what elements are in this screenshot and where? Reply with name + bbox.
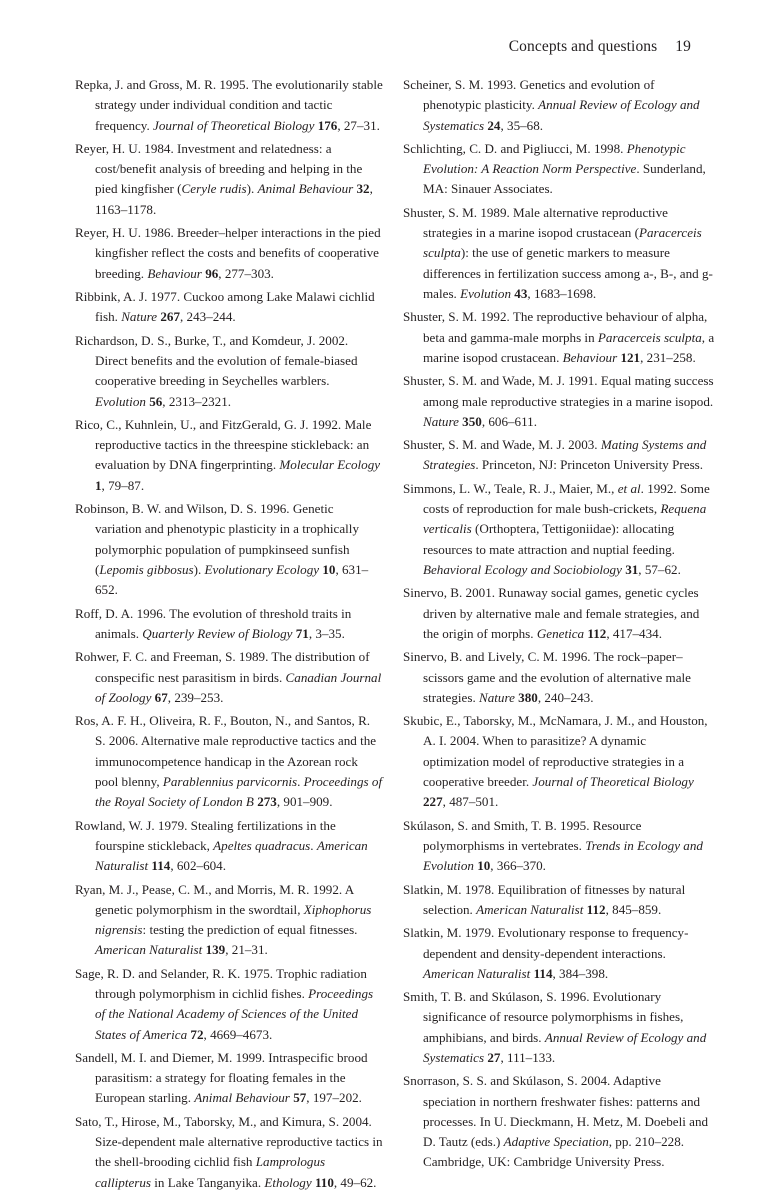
italic-text: American Naturalist xyxy=(95,837,368,874)
volume-number: 350 xyxy=(462,413,482,429)
reference-entry xyxy=(75,964,383,1045)
italic-text: American Naturalist xyxy=(95,942,203,958)
reference-text: , 197–202. xyxy=(306,1090,362,1106)
italic-text: et al xyxy=(617,480,641,496)
reference-text: Ryan, M. J., Pease, C. M., and Morris, M. R. 1992. A genetic polymorphism in the swordtail, xyxy=(75,881,354,917)
italic-text: Annual Review of Ecology and Systematics xyxy=(423,97,700,133)
reference-text: , 240–243. xyxy=(537,689,594,705)
volume-number: 112 xyxy=(587,625,607,641)
reference-entry xyxy=(75,711,383,812)
italic-text: Nature xyxy=(121,309,158,325)
volume-number: 67 xyxy=(154,689,168,705)
italic-text: Behaviour xyxy=(147,265,202,281)
reference-text: Schlichting, C. D. and Pigliucci, M. 1998. xyxy=(403,140,627,156)
reference-text: , 57–62. xyxy=(638,561,681,577)
references-left-column xyxy=(75,75,383,1196)
reference-entry xyxy=(403,880,715,921)
volume-number: 380 xyxy=(518,689,538,705)
reference-entry xyxy=(403,1071,715,1172)
reference-entry xyxy=(403,711,715,812)
running-head xyxy=(509,38,691,56)
italic-text: Journal of Theoretical Biology xyxy=(153,117,315,133)
italic-text: Apeltes quadracus xyxy=(213,837,311,853)
reference-entry xyxy=(403,371,715,432)
reference-entry xyxy=(75,647,383,708)
italic-text: Molecular Ecology xyxy=(279,457,381,473)
reference-text: Skúlason, S. and Smith, T. B. 1995. Resource polymorphisms in vertebrates. xyxy=(403,817,642,853)
reference-entry xyxy=(403,139,715,200)
page-number: 19 xyxy=(675,38,691,55)
reference-text: : testing the prediction of equal fitnesses. xyxy=(142,922,358,938)
italic-text: Animal Behaviour xyxy=(257,181,354,197)
italic-text: Genetica xyxy=(536,625,585,641)
reference-text: , 901–909. xyxy=(276,794,333,810)
reference-entry xyxy=(403,583,715,644)
italic-text: Lamprologus callipterus xyxy=(95,1154,326,1190)
reference-text: , 631–652. xyxy=(95,561,369,598)
volume-number: 114 xyxy=(533,965,553,981)
volume-number: 43 xyxy=(514,285,528,301)
reference-text: . Princeton, NJ: Princeton University Press. xyxy=(475,457,704,473)
italic-text: Quarterly Review of Biology xyxy=(142,625,293,641)
running-title: Concepts and questions xyxy=(508,38,658,55)
reference-text: , 1163–1178. xyxy=(95,181,373,217)
italic-text: Evolution xyxy=(95,393,146,409)
reference-text: Ros, A. F. H., Oliveira, R. F., Bouton, N., and Santos, R. S. 2006. Alternative male reproductive tactics and the immunocompetence handicap in the Azorean rock pool blenny, xyxy=(75,713,377,789)
reference-text: , 845–859. xyxy=(605,901,662,917)
reference-text: , 277–303. xyxy=(218,265,274,281)
reference-text: Simmons, L. W., Teale, R. J., Maier, M., xyxy=(403,480,618,496)
reference-text: Sato, T., Hirose, M., Taborsky, M., and Kimura, S. 2004. Size-dependent male alternative reproductive tactics in the shell-brooding cichlid fish xyxy=(75,1113,383,1170)
reference-text: Robinson, B. W. and Wilson, D. S. 1996. Genetic variation and phenotypic plasticity in a trophically polymorphic population of pumpkinseed sunfish ( xyxy=(75,501,359,577)
reference-text: Rohwer, F. C. and Freeman, S. 1989. The distribution of conspecific nest parasitism in birds. xyxy=(75,649,370,685)
reference-entry xyxy=(403,647,715,708)
reference-text: , a marine isopod crustacean. xyxy=(423,329,715,365)
reference-text: Sage, R. D. and Selander, R. K. 1975. Trophic radiation through polymorphism in cichlid fishes. xyxy=(75,965,367,1001)
volume-number: 56 xyxy=(149,393,163,409)
italic-text: Animal Behaviour xyxy=(194,1090,290,1106)
reference-text: Shuster, S. M. 1989. Male alternative reproductive strategies in a marine isopod crustacean ( xyxy=(403,204,668,241)
reference-text: Sinervo, B. and Lively, C. M. 1996. The rock–paper–scissors game and the evolution of alternative male strategies. xyxy=(403,649,691,705)
volume-number: 110 xyxy=(314,1174,334,1190)
volume-number: 57 xyxy=(293,1090,307,1106)
reference-entry xyxy=(75,816,383,877)
reference-entry xyxy=(75,604,383,645)
volume-number: 96 xyxy=(205,265,219,281)
italic-text: Lepomis gibbosus xyxy=(99,561,194,577)
reference-text: Rico, C., Kuhnlein, U., and FitzGerald, G. J. 1992. Male reproductive tactics in the threespine stickleback: an evaluation by DNA fingerprinting. xyxy=(75,416,372,473)
reference-text: Reyer, H. U. 1984. Investment and relatedness: a cost/benefit analysis of breeding and helping in the pied kingfisher ( xyxy=(75,140,363,197)
volume-number: 32 xyxy=(356,181,370,197)
volume-number: 71 xyxy=(295,625,309,641)
reference-text: Sandell, M. I. and Diemer, M. 1999. Intraspecific brood parasitism: a strategy for floating females in the European starling. xyxy=(75,1049,368,1106)
italic-text: Requena verticalis xyxy=(423,501,707,537)
volume-number: 267 xyxy=(160,309,180,325)
volume-number: 139 xyxy=(205,942,226,958)
volume-number: 1 xyxy=(95,477,102,493)
reference-text: Shuster, S. M. 1992. The reproductive behaviour of alpha, beta and gamma-male morphs in xyxy=(403,309,708,345)
reference-text: , 2313–2321. xyxy=(162,393,232,409)
reference-entry xyxy=(403,435,715,476)
volume-number: 10 xyxy=(322,561,336,577)
reference-text: Ribbink, A. J. 1977. Cuckoo among Lake Malawi cichlid fish. xyxy=(75,289,375,325)
reference-text: Scheiner, S. M. 1993. Genetics and evolution of phenotypic plasticity. xyxy=(403,77,655,113)
reference-entry xyxy=(403,203,715,304)
italic-text: Adaptive Speciation xyxy=(503,1134,609,1150)
italic-text: Evolutionary Ecology xyxy=(204,561,320,577)
italic-text: American Naturalist xyxy=(423,965,531,981)
reference-entry xyxy=(75,223,383,284)
reference-entry xyxy=(75,1112,383,1193)
volume-number: 114 xyxy=(151,858,171,874)
reference-entry xyxy=(403,307,715,368)
reference-text: . xyxy=(297,773,304,789)
reference-entry xyxy=(75,415,383,496)
italic-text: Trends in Ecology and Evolution xyxy=(423,837,703,874)
reference-text: ). xyxy=(193,561,205,577)
italic-text: Annual Review of Ecology and Systematics xyxy=(423,1029,707,1065)
reference-text: , 231–258. xyxy=(640,349,696,365)
reference-text: , 49–62. xyxy=(333,1174,377,1190)
volume-number: 27 xyxy=(487,1049,501,1065)
italic-text: Nature xyxy=(423,413,459,429)
reference-text: . 1992. Some costs of reproduction for male bush-crickets, xyxy=(423,480,710,517)
volume-number: 273 xyxy=(257,794,277,810)
reference-text: , 27–31. xyxy=(337,117,380,133)
reference-text: Snorrason, S. S. and Skúlason, S. 2004. Adaptive speciation in northern freshwater fishes: patterns and processes. In U. Dieckmann, H. Metz, M. Doebeli and D. Tautz (eds.) xyxy=(403,1073,709,1150)
reference-entry xyxy=(403,75,715,136)
reference-text: , 417–434. xyxy=(606,625,662,641)
reference-text: , 602–604. xyxy=(170,858,226,874)
italic-text: Mating Systems and Strategies xyxy=(423,437,707,473)
italic-text: Nature xyxy=(479,689,515,705)
italic-text: Ethology xyxy=(264,1174,312,1190)
italic-text: Behaviour xyxy=(562,349,618,365)
italic-text: Paracerceis sculpta xyxy=(597,329,702,345)
volume-number: 31 xyxy=(625,561,639,577)
italic-text: Proceedings of the Royal Society of London B xyxy=(95,773,383,810)
reference-entry xyxy=(75,287,383,328)
reference-text: , 606–611. xyxy=(481,413,537,429)
reference-entry xyxy=(403,987,715,1068)
italic-text: Ceryle rudis xyxy=(181,181,247,197)
reference-text: , 111–133. xyxy=(500,1049,556,1065)
italic-text: Phenotypic Evolution: A Reaction Norm Perspective xyxy=(423,140,686,177)
reference-text: ): the use of genetic markers to measure differences in fertilization success among a-, B-, and g-males. xyxy=(423,245,713,301)
reference-entry xyxy=(403,479,715,580)
reference-entry xyxy=(75,1048,383,1109)
reference-text: in Lake Tanganyika. xyxy=(151,1174,265,1190)
reference-text: , 21–31. xyxy=(225,942,268,958)
reference-text: Sinervo, B. 2001. Runaway social games, genetic cycles driven by alternative male and female strategies, and the origin of morphs. xyxy=(403,585,700,641)
italic-text: Behavioral Ecology and Sociobiology xyxy=(423,561,622,577)
volume-number: 72 xyxy=(190,1026,204,1042)
italic-text: Proceedings of the National Academy of Sciences of the United States of America xyxy=(95,986,374,1042)
reference-text: , 79–87. xyxy=(101,477,145,493)
reference-entry xyxy=(403,816,715,877)
reference-text: , 1683–1698. xyxy=(527,285,597,301)
reference-text: , 239–253. xyxy=(167,689,224,705)
reference-entry xyxy=(75,75,383,136)
italic-text: Evolution xyxy=(460,285,512,301)
reference-text: Richardson, D. S., Burke, T., and Komdeur, J. 2002. Direct benefits and the evolution of female-biased cooperative breeding in Seychelles warblers. xyxy=(75,332,358,389)
italic-text: Paracerceis sculpta xyxy=(423,225,702,261)
reference-text: Shuster, S. M. and Wade, M. J. 2003. xyxy=(403,437,601,453)
reference-text: , 366–370. xyxy=(490,858,546,874)
reference-entry xyxy=(75,880,383,961)
reference-text: . Sunderland, MA: Sinauer Associates. xyxy=(423,161,706,197)
volume-number: 121 xyxy=(620,349,641,365)
reference-entry xyxy=(403,923,715,984)
reference-text: . xyxy=(310,837,317,853)
reference-text: , 35–68. xyxy=(500,117,544,133)
reference-text: Rowland, W. J. 1979. Stealing fertilizations in the fourspine stickleback, xyxy=(75,817,336,853)
reference-text: , pp. 210–228. Cambridge, UK: Cambridge University Press. xyxy=(423,1134,685,1170)
volume-number: 176 xyxy=(317,117,338,133)
reference-text: Slatkin, M. 1978. Equilibration of fitnesses by natural selection. xyxy=(403,881,686,917)
italic-text: Xiphophorus nigrensis xyxy=(95,901,372,938)
reference-text: Repka, J. and Gross, M. R. 1995. The evolutionarily stable strategy under individual condition and tactic frequency. xyxy=(75,77,383,133)
reference-text: Shuster, S. M. and Wade, M. J. 1991. Equal mating success among male reproductive strategies in a marine isopod. xyxy=(403,373,714,409)
italic-text: Journal of Theoretical Biology xyxy=(532,773,694,789)
reference-text: ). xyxy=(246,181,258,197)
reference-entry xyxy=(75,499,383,600)
reference-text: Roff, D. A. 1996. The evolution of threshold traits in animals. xyxy=(75,605,352,641)
reference-text: , 3–35. xyxy=(308,625,345,641)
references-right-column xyxy=(403,75,715,1176)
reference-entry xyxy=(75,331,383,412)
reference-entry xyxy=(75,139,383,220)
reference-text: Reyer, H. U. 1986. Breeder–helper interactions in the pied kingfisher reflect the costs and benefits of cooperative breeding. xyxy=(75,225,381,281)
volume-number: 112 xyxy=(586,901,606,917)
reference-text: Slatkin, M. 1979. Evolutionary response to frequency-dependent and density-dependent interactions. xyxy=(403,925,689,961)
reference-text: , 384–398. xyxy=(552,965,609,981)
volume-number: 227 xyxy=(423,794,443,810)
reference-text: , 4669–4673. xyxy=(203,1026,273,1042)
reference-text: , 243–244. xyxy=(180,309,236,325)
volume-number: 10 xyxy=(477,858,491,874)
reference-text: (Orthoptera, Tettigoniidae): allocating resources to mate attraction and nuptial feeding. xyxy=(423,521,675,557)
italic-text: Canadian Journal of Zoology xyxy=(95,669,382,705)
reference-text: , 487–501. xyxy=(442,794,499,810)
reference-text: Skubic, E., Taborsky, M., McNamara, J. M., and Houston, A. I. 2004. When to parasitize? A dynamic optimization model of reproductive strategies in a cooperative breeder. xyxy=(403,713,708,789)
volume-number: 24 xyxy=(487,117,501,133)
reference-text: Smith, T. B. and Skúlason, S. 1996. Evolutionary significance of resource polymorphisms in fishes, amphibians, and birds. xyxy=(403,989,684,1045)
italic-text: Parablennius parvicornis xyxy=(162,773,298,789)
italic-text: American Naturalist xyxy=(476,901,584,917)
